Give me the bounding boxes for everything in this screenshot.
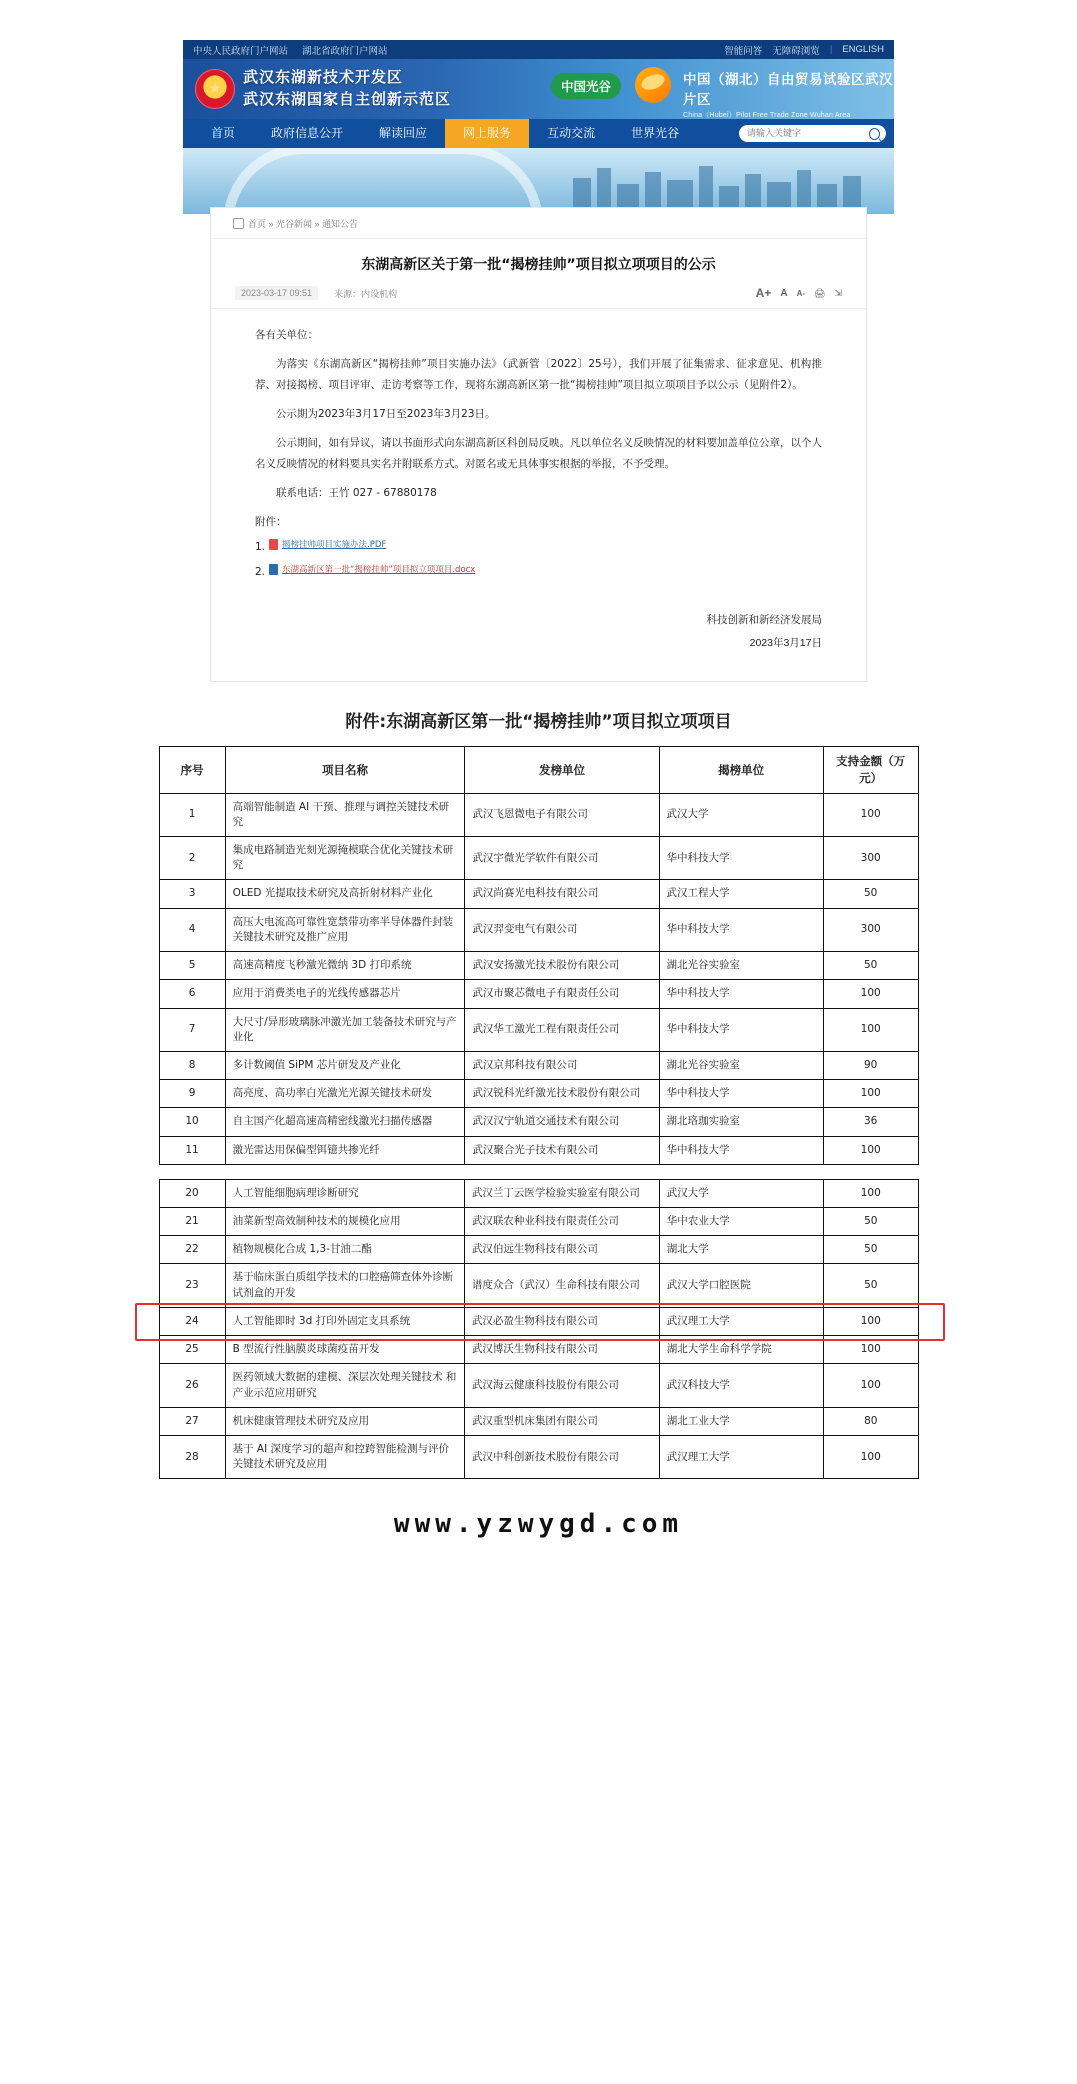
cell-winner: 华中农业大学: [659, 1208, 823, 1236]
attachment-item[interactable]: [255, 537, 822, 558]
cell-winner: 华中科技大学: [659, 1008, 823, 1051]
topbar-link-hubei-gov[interactable]: 湖北省政府门户网站: [302, 45, 388, 57]
government-site: [183, 40, 894, 681]
guanggu-logo-icon: [635, 67, 671, 103]
table-row: [159, 1336, 918, 1364]
topbar-link-accessibility[interactable]: 无障碍浏览: [772, 45, 820, 57]
cell-issuer: 武汉中科创新技术股份有限公司: [464, 1436, 659, 1479]
cell-winner: 湖北工业大学: [659, 1407, 823, 1435]
cell-project-name: 基于临床蛋白质组学技术的口腔癌筛查体外诊断试剂盒的开发: [225, 1264, 464, 1307]
cell-no: 8: [159, 1051, 225, 1079]
cell-winner: 华中科技大学: [659, 836, 823, 879]
table-row: [159, 1208, 918, 1236]
pdf-file-icon: [269, 539, 278, 550]
cell-project-name: 油菜新型高效制种技术的规模化应用: [225, 1208, 464, 1236]
article-paragraph: 各有关单位：: [255, 329, 318, 341]
cell-no: 4: [159, 908, 225, 951]
nav-item-interaction[interactable]: 互动交流: [547, 126, 596, 140]
article-meta: [211, 286, 866, 309]
cell-no: 21: [159, 1208, 225, 1236]
font-decrease-button[interactable]: A-: [796, 288, 806, 298]
col-header-amount: 支持金额（万元）: [823, 747, 918, 793]
cell-winner: 武汉理工大学: [659, 1436, 823, 1479]
attachment-list-label: 附件：: [255, 516, 287, 528]
table-row: [159, 1080, 918, 1108]
attachment-title: 附件:东湖高新区第一批“揭榜挂帅”项目拟立项项目: [345, 712, 732, 733]
watermark: www.yzwygd.com: [393, 1509, 684, 1540]
document-page: [0, 40, 1077, 2084]
cell-issuer: 武汉市聚芯微电子有限责任公司: [465, 980, 659, 1008]
cell-amount: 90: [823, 1051, 918, 1079]
breadcrumb-text: 首页 » 光谷新闻 » 通知公告: [248, 219, 359, 229]
guanggu-logo-label: 中国光谷: [551, 73, 621, 99]
article-source: 来源：内设机构: [334, 288, 398, 299]
cell-no: 11: [159, 1136, 225, 1164]
share-icon[interactable]: ⇲: [834, 287, 842, 298]
nav-item-home[interactable]: 首页: [211, 126, 236, 140]
cell-amount: 100: [824, 1179, 918, 1207]
table-row: [159, 908, 918, 951]
table-row: [159, 980, 918, 1008]
cell-amount: 50: [824, 1236, 918, 1264]
search-icon[interactable]: [869, 128, 880, 140]
nav-item-interpretation[interactable]: 解读回应: [379, 126, 428, 140]
attachment-index: 1.: [255, 541, 266, 553]
cell-project-name: 集成电路制造光刻光源掩模联合优化关键技术研究: [225, 836, 465, 879]
national-emblem-icon: [195, 69, 235, 109]
table-row: [159, 1136, 918, 1164]
cell-issuer: 武汉必盈生物科技有限公司: [464, 1307, 659, 1335]
topbar-right-links: [724, 43, 884, 57]
breadcrumb: [211, 208, 866, 239]
cell-winner: 湖北光谷实验室: [659, 1051, 823, 1079]
topbar-link-english[interactable]: ENGLISH: [842, 44, 884, 55]
site-banner: [183, 59, 894, 119]
cell-project-name: 高端智能制造 AI 干预、推理与调控关键技术研究: [225, 793, 465, 836]
font-normal-button[interactable]: A: [780, 287, 788, 299]
cell-no: 3: [159, 880, 225, 908]
cell-no: 10: [159, 1108, 225, 1136]
project-table-bottom: [159, 1179, 919, 1480]
cell-project-name: 大尺寸/异形玻璃脉冲激光加工装备技术研究与产业化: [225, 1008, 465, 1051]
cell-winner: 湖北大学生命科学学院: [659, 1336, 823, 1364]
topbar: [183, 40, 894, 59]
cell-issuer: 武汉联农种业科技有限责任公司: [464, 1208, 659, 1236]
cell-amount: 80: [824, 1407, 918, 1435]
cell-no: 20: [159, 1179, 225, 1207]
cell-no: 28: [159, 1436, 225, 1479]
cell-issuer: 武汉伯远生物科技有限公司: [464, 1236, 659, 1264]
cell-winner: 武汉理工大学: [659, 1307, 823, 1335]
cell-no: 23: [159, 1264, 225, 1307]
cell-amount: 50: [823, 952, 918, 980]
cell-issuer: 武汉重型机床集团有限公司: [464, 1407, 659, 1435]
cell-project-name: 自主国产化超高速高精密线激光扫描传感器: [225, 1108, 465, 1136]
search-input[interactable]: [745, 128, 869, 140]
cell-project-name: 医药领域大数据的建模、深层次处理关键技术 和产业示范应用研究: [225, 1364, 464, 1407]
table-body-bottom: [159, 1179, 918, 1479]
cell-project-name: B 型流行性脑膜炎球菌疫苗开发: [225, 1336, 464, 1364]
cell-issuer: 谱度众合（武汉）生命科技有限公司: [464, 1264, 659, 1307]
cell-winner: 华中科技大学: [659, 980, 823, 1008]
article-contact: 联系电话：王竹 027 - 67880178: [276, 487, 437, 499]
attachment-section: [159, 707, 919, 1479]
topbar-left-links: [193, 43, 388, 57]
cell-project-name: OLED 光提取技术研究及高折射材料产业化: [225, 880, 465, 908]
cell-issuer: 武汉安扬激光技术股份有限公司: [465, 952, 659, 980]
cell-no: 5: [159, 952, 225, 980]
cell-amount: 100: [824, 1336, 918, 1364]
cell-no: 7: [159, 1008, 225, 1051]
attachment-link[interactable]: 揭榜挂帅项目实施办法.PDF: [282, 540, 387, 550]
cell-no: 26: [159, 1364, 225, 1407]
cell-amount: 50: [824, 1264, 918, 1307]
table-row: [159, 880, 918, 908]
cell-project-name: 人工智能即时 3d 打印外固定支具系统: [225, 1307, 464, 1335]
hero-building: [699, 166, 713, 214]
cell-no: 1: [159, 793, 225, 836]
cell-no: 9: [159, 1080, 225, 1108]
col-header-issuer: 发榜单位: [465, 747, 659, 793]
publish-date: 2023-03-17 09:51: [235, 286, 318, 300]
article-paragraph: 公示期间，如有异议，请以书面形式向东湖高新区科创局反映。凡以单位名义反映情况的材料要加盖单位公章，以个人名义反映情况的材料要具实名并附联系方式。对匿名或无具体事实根据的举报，不予受理。: [255, 437, 822, 470]
table-row: [159, 1008, 918, 1051]
page-title: 东湖高新区关于第一批“揭榜挂帅”项目拟立项项目的公示: [361, 257, 716, 273]
cell-amount: 100: [823, 1008, 918, 1051]
cell-amount: 100: [824, 1436, 918, 1479]
ftz-logo-en: China（Hubei）Pilot Free Trade Zone Wuhan Area: [683, 112, 851, 119]
cell-issuer: 武汉兰丁云医学检验实验室有限公司: [464, 1179, 659, 1207]
cell-issuer: 武汉海云健康科技股份有限公司: [464, 1364, 659, 1407]
cell-project-name: 基于 AI 深度学习的超声和控跨智能检测与评价关键技术研究及应用: [225, 1436, 464, 1479]
cell-winner: 湖北光谷实验室: [659, 952, 823, 980]
site-search[interactable]: [739, 125, 886, 142]
cell-issuer: 武汉羿变电气有限公司: [465, 908, 659, 951]
nav-item-world-guanggu[interactable]: 世界光谷: [631, 126, 680, 140]
article-paragraph: 为落实《东湖高新区“揭榜挂帅”项目实施办法》（武新管〔2022〕25号），我们开展了征集需求、征求意见、机构推荐、对接揭榜、项目评审、走访考察等工作，现将东湖高新区第一批“揭榜挂帅”项目拟立项项目予以公示（见附件2）。: [255, 358, 822, 391]
table-row: [159, 836, 918, 879]
attachment-link[interactable]: 东湖高新区第一批“揭榜挂帅”项目拟立项项目.docx: [282, 565, 476, 575]
cell-winner: 武汉大学口腔医院: [659, 1264, 823, 1307]
cell-amount: 300: [823, 836, 918, 879]
cell-amount: 100: [824, 1364, 918, 1407]
table-row: [159, 1264, 918, 1307]
print-icon[interactable]: 🖨: [814, 287, 826, 298]
cell-no: 22: [159, 1236, 225, 1264]
col-header-winner: 揭榜单位: [659, 747, 823, 793]
cell-project-name: 高亮度、高功率白光激光光源关键技术研发: [225, 1080, 465, 1108]
ftz-logo-cn: 中国（湖北）自由贸易试验区武汉片区: [683, 72, 893, 107]
cell-project-name: 机床健康管理技术研究及应用: [225, 1407, 464, 1435]
article-paragraph: 公示期为2023年3月17日至2023年3月23日。: [276, 408, 496, 420]
cell-issuer: 武汉汉宁轨道交通技术有限公司: [465, 1108, 659, 1136]
cell-project-name: 多计数阈值 SiPM 芯片研发及产业化: [225, 1051, 465, 1079]
signature-date: 2023年3月17日: [749, 637, 822, 650]
cell-winner: 华中科技大学: [659, 908, 823, 951]
cell-amount: 100: [823, 1080, 918, 1108]
cell-issuer: 武汉尚赛光电科技有限公司: [465, 880, 659, 908]
cell-winner: 武汉大学: [659, 1179, 823, 1207]
ftz-logo: [683, 68, 894, 119]
project-table-top: [159, 746, 919, 1165]
table-row: [159, 1108, 918, 1136]
cell-issuer: 武汉宇微光学软件有限公司: [465, 836, 659, 879]
cell-amount: 36: [823, 1108, 918, 1136]
cell-winner: 武汉工程大学: [659, 880, 823, 908]
topbar-link-smart-qa[interactable]: 智能问答: [724, 45, 763, 57]
cell-amount: 50: [824, 1208, 918, 1236]
cell-issuer: 武汉博沃生物科技有限公司: [464, 1336, 659, 1364]
table-gap: [159, 1165, 919, 1179]
hero-bridge-arc: [223, 148, 543, 214]
cell-winner: 华中科技大学: [659, 1080, 823, 1108]
table-row: [159, 1364, 918, 1407]
cell-issuer: 武汉锐科光纤激光技术股份有限公司: [465, 1080, 659, 1108]
cell-no: 6: [159, 980, 225, 1008]
cell-winner: 湖北大学: [659, 1236, 823, 1264]
cell-winner: 华中科技大学: [659, 1136, 823, 1164]
cell-no: 27: [159, 1407, 225, 1435]
cell-no: 24: [159, 1307, 225, 1335]
font-increase-button[interactable]: A+: [755, 286, 772, 300]
cell-project-name: 人工智能细胞病理诊断研究: [225, 1179, 464, 1207]
cell-project-name: 植物规模化合成 1,3-甘油二酯: [225, 1236, 464, 1264]
col-header-no: 序号: [159, 747, 225, 793]
table-row: [159, 793, 918, 836]
cell-project-name: 高速高精度飞秒激光微纳 3D 打印系统: [225, 952, 465, 980]
hero-image: [183, 148, 894, 214]
attachment-list: [255, 512, 822, 583]
article-card: [211, 208, 866, 681]
cell-amount: 300: [823, 908, 918, 951]
cell-amount: 100: [824, 1307, 918, 1335]
table-row: [159, 1179, 918, 1207]
table-row: [159, 1051, 918, 1079]
article-signature: [211, 583, 866, 655]
cell-winner: 武汉大学: [659, 793, 823, 836]
cell-issuer: 武汉聚合光子技术有限公司: [465, 1136, 659, 1164]
topbar-link-central-gov[interactable]: 中央人民政府门户网站: [193, 45, 289, 57]
article-tools: [756, 286, 842, 300]
cell-amount: 100: [823, 980, 918, 1008]
cell-issuer: 武汉华工激光工程有限责任公司: [465, 1008, 659, 1051]
cell-no: 25: [159, 1336, 225, 1364]
cell-project-name: 应用于消费类电子的光线传感器芯片: [225, 980, 465, 1008]
signature-org: 科技创新和新经济发展局: [706, 614, 822, 626]
cell-amount: 100: [823, 1136, 918, 1164]
home-icon[interactable]: [233, 218, 244, 229]
topbar-separator: |: [829, 44, 833, 55]
table-head: [159, 747, 918, 793]
cell-winner: 武汉科技大学: [659, 1364, 823, 1407]
article-body: [211, 309, 866, 583]
table-row: [159, 1436, 918, 1479]
table-body-top: [159, 793, 918, 1164]
cell-no: 2: [159, 836, 225, 879]
cell-amount: 100: [823, 793, 918, 836]
main-nav: [183, 119, 894, 148]
table-row: [159, 1407, 918, 1435]
col-header-name: 项目名称: [225, 747, 465, 793]
table-row: [159, 1307, 918, 1335]
attachment-index: 2.: [255, 566, 266, 578]
banner-title-line1: 武汉东湖新技术开发区: [243, 68, 404, 86]
attachment-item[interactable]: [255, 562, 822, 583]
table-header-row: [159, 747, 918, 793]
table-row: [159, 1236, 918, 1264]
cell-project-name: 高压大电流高可靠性宽禁带功率半导体器件封装关键技术研究及推广应用: [225, 908, 465, 951]
cell-issuer: 武汉飞恩微电子有限公司: [465, 793, 659, 836]
cell-issuer: 武汉京邦科技有限公司: [465, 1051, 659, 1079]
cell-project-name: 激光雷达用保偏型铒镱共掺光纤: [225, 1136, 465, 1164]
banner-title-line2: 武汉东湖国家自主创新示范区: [243, 90, 452, 108]
table-row: [159, 952, 918, 980]
cell-winner: 湖北珞珈实验室: [659, 1108, 823, 1136]
doc-file-icon: [269, 564, 278, 575]
cell-amount: 50: [823, 880, 918, 908]
nav-item-gov-info[interactable]: 政府信息公开: [271, 126, 344, 140]
nav-item-online-service[interactable]: 网上服务: [445, 119, 529, 148]
